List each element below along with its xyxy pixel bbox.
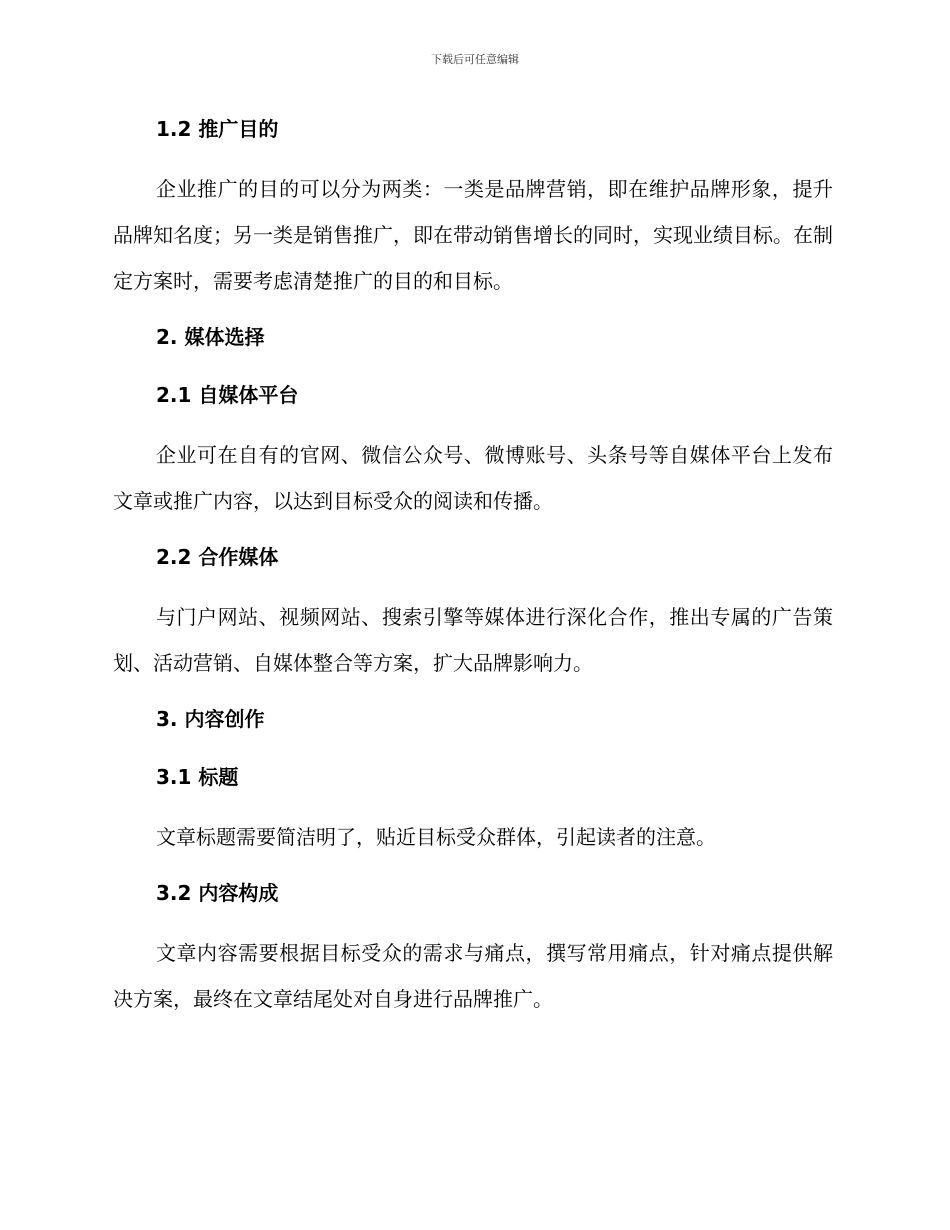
- document-body: [113, 108, 833, 1034]
- section-heading-3-2: 3.2 内容构成: [156, 881, 279, 905]
- section-heading-3: 3. 内容创作: [156, 707, 265, 731]
- page-header: 下载后可任意编辑: [431, 53, 519, 66]
- section-heading-2: 2. 媒体选择: [156, 325, 265, 349]
- paragraph-self-media: 企业可在自有的官网、微信公众号、微博账号、头条号等自媒体平台上发布文章或推广内容，以达到目标受众的阅读和传播。: [113, 443, 833, 513]
- section-heading-3-1: 3.1 标题: [156, 765, 239, 789]
- paragraph-title: 文章标题需要简洁明了，贴近目标受众群体，引起读者的注意。: [156, 825, 716, 849]
- section-heading-2-1: 2.1 自媒体平台: [156, 383, 299, 407]
- section-heading-1-2: 1.2 推广目的: [156, 117, 279, 141]
- paragraph-content-structure: 文章内容需要根据目标受众的需求与痛点，撰写常用痛点，针对痛点提供解决方案，最终在文章结尾处对自身进行品牌推广。: [113, 941, 833, 1011]
- section-heading-2-2: 2.2 合作媒体: [156, 545, 279, 569]
- paragraph-partner-media: 与门户网站、视频网站、搜索引擎等媒体进行深化合作，推出专属的广告策划、活动营销、自媒体整合等方案，扩大品牌影响力。: [113, 605, 833, 675]
- paragraph-promotion-purpose: 企业推广的目的可以分为两类：一类是品牌营销，即在维护品牌形象，提升品牌知名度；另一类是销售推广，即在带动销售增长的同时，实现业绩目标。在制定方案时，需要考虑清楚推广的目的和目标。: [113, 177, 833, 293]
